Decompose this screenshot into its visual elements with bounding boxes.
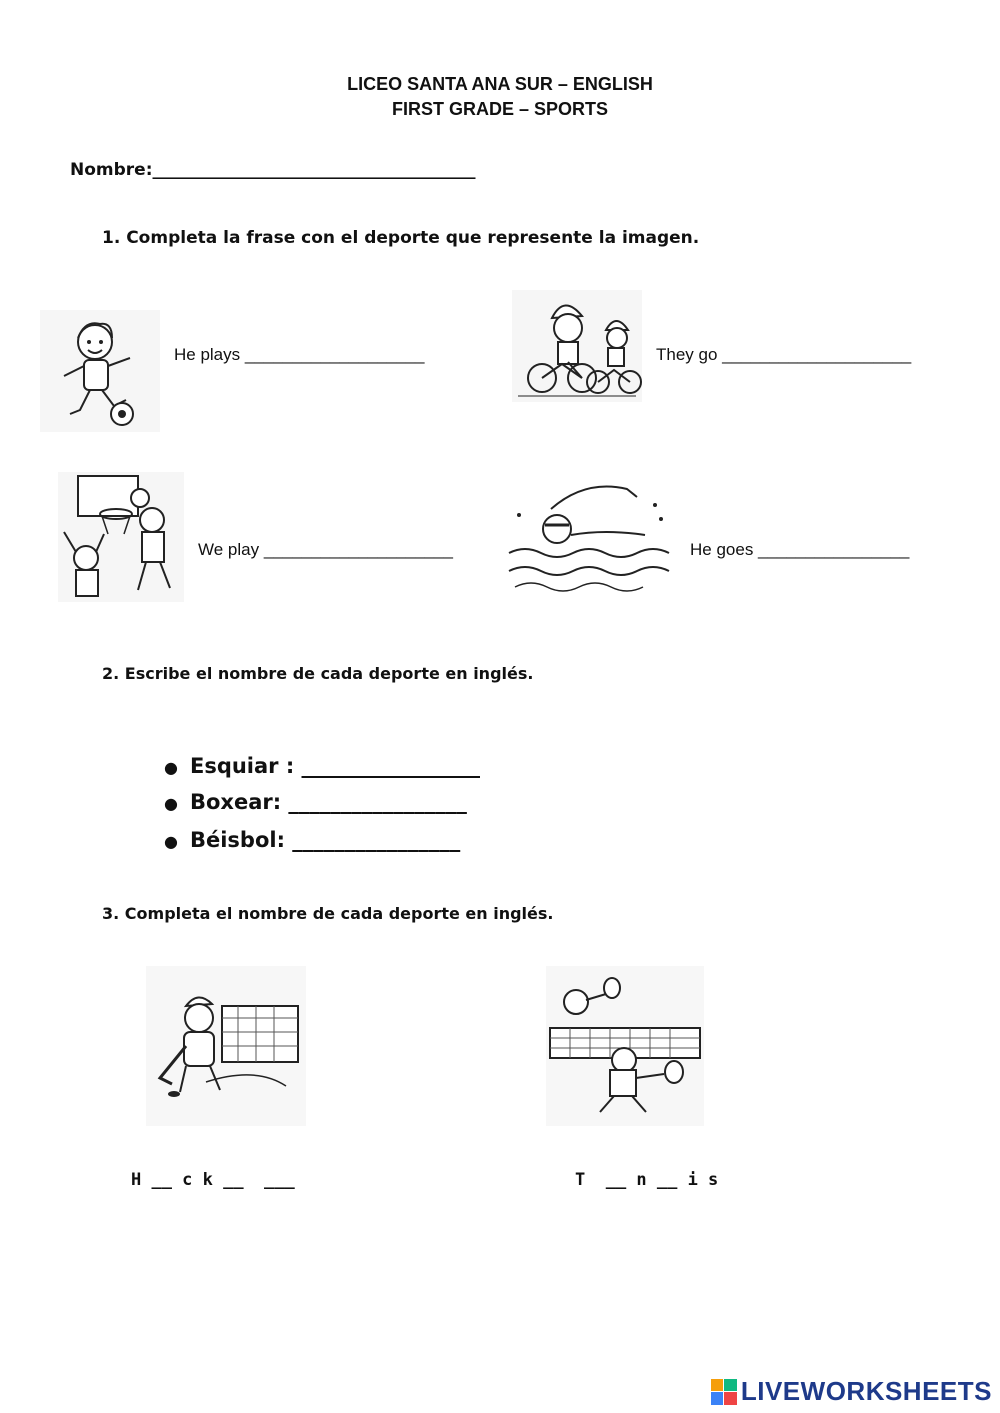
bullet-dot: ●	[164, 758, 178, 777]
cycling-kids-icon	[512, 290, 642, 402]
brand-logo-icon	[711, 1379, 737, 1405]
sentence-cycling[interactable]: They go ____________________	[656, 345, 912, 364]
tennis-kids-icon	[546, 966, 704, 1126]
basketball-kids-icon	[58, 472, 184, 602]
bullet-esquiar[interactable]: ● Esquiar : _________________	[164, 754, 481, 778]
sentence-soccer[interactable]: He plays ___________________	[174, 345, 425, 364]
section3-title: 3. Completa el nombre de cada deporte en inglés.	[102, 904, 554, 923]
name-field[interactable]: Nombre:______________________________________	[70, 160, 476, 180]
bullet-beisbol[interactable]: ● Béisbol: ________________	[164, 828, 461, 852]
worksheet-subtitle: FIRST GRADE – SPORTS	[391, 99, 609, 119]
bullet-dot: ●	[164, 794, 178, 813]
bullet-boxear[interactable]: ● Boxear: _________________	[164, 790, 467, 814]
swimmer-icon	[505, 475, 675, 597]
sentence-swimming[interactable]: He goes ________________	[690, 540, 910, 559]
sentence-basketball[interactable]: We play ____________________	[198, 540, 453, 559]
worksheet-title: LICEO SANTA ANA SUR – ENGLISH	[347, 74, 653, 94]
soccer-boy-icon	[40, 310, 160, 432]
hockey-kid-icon	[146, 966, 306, 1126]
section2-title: 2. Escribe el nombre de cada deporte en inglés.	[102, 664, 534, 683]
bullet-dot: ●	[164, 832, 178, 851]
hockey-letters[interactable]: H __ c k __ ___	[131, 1170, 295, 1190]
tennis-letters[interactable]: T __ n __ i s	[575, 1170, 719, 1190]
brand-name: LIVEWORKSHEETS	[740, 1376, 992, 1406]
section1-title: 1. Completa la frase con el deporte que represente la imagen.	[102, 228, 700, 248]
liveworksheets-logo	[711, 1376, 992, 1407]
